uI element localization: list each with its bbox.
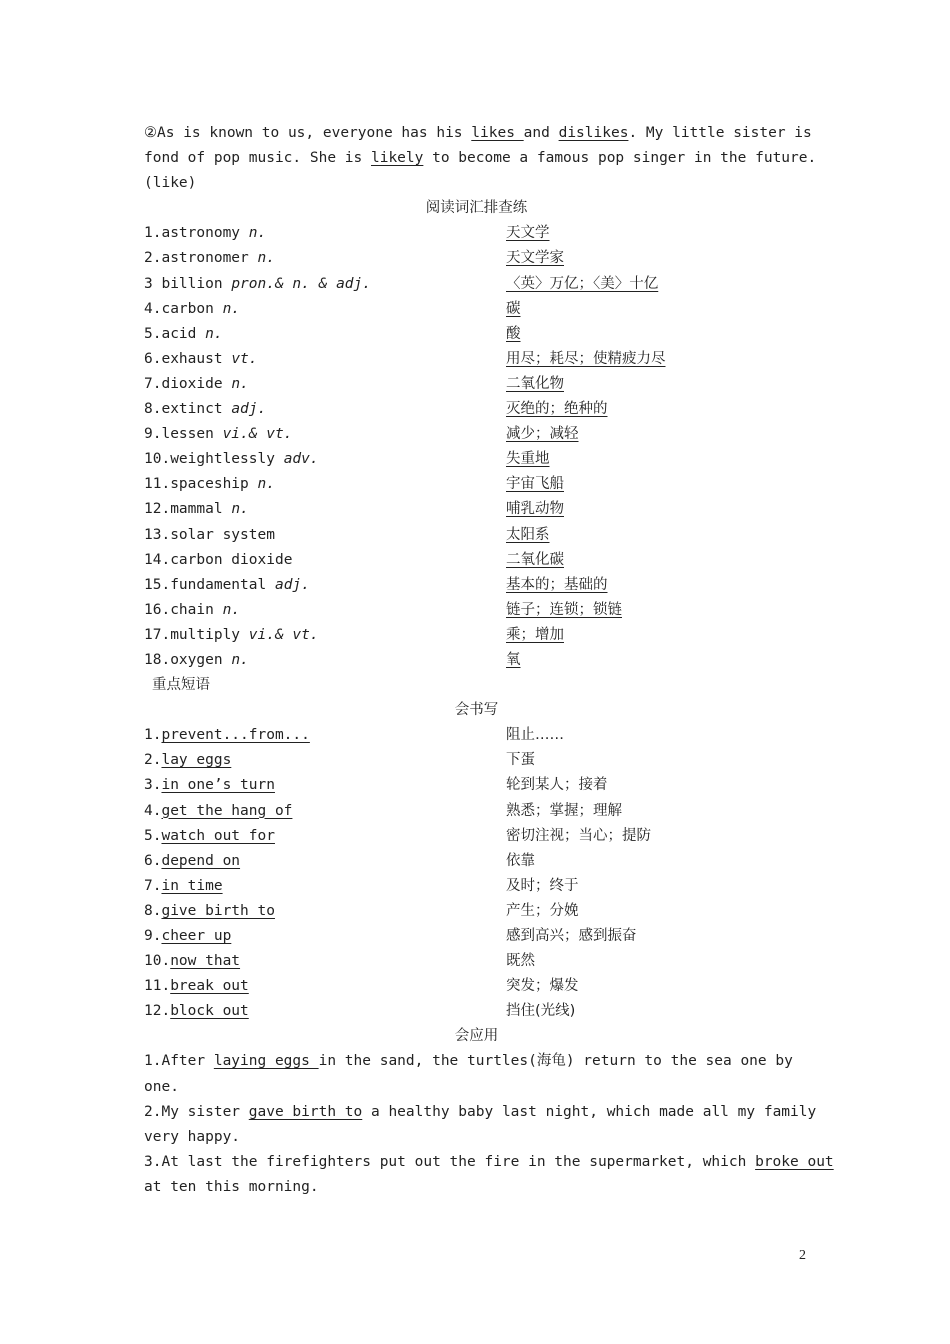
phrases-heading: 重点短语 <box>152 677 210 694</box>
vocab-number: 5. <box>144 325 162 342</box>
vocab-number: 6. <box>144 350 162 367</box>
intro-line-2: fond of pop music. She is likely to become a famous pop singer in the future. <box>144 150 817 167</box>
answer-likely: likely <box>370 150 424 167</box>
vocab-meaning: 二氧化物 <box>506 375 564 392</box>
vocab-row <box>144 272 809 297</box>
phrase-row <box>144 824 809 849</box>
phrase-number: 11. <box>144 978 171 995</box>
vocab-meaning: 天文学 <box>506 225 550 242</box>
vocab-pos: vi.& vt. <box>248 626 319 643</box>
vocab-row <box>144 397 809 422</box>
phrase-row <box>144 748 809 773</box>
phrase-number: 7. <box>144 877 162 894</box>
phrase-number: 6. <box>144 852 162 869</box>
phrase-number: 9. <box>144 928 162 944</box>
vocab-word: carbon dioxide <box>170 551 293 568</box>
vocab-word: dioxide <box>161 375 232 392</box>
vocab-pos: vi.& vt. <box>222 426 293 443</box>
vocab-number: 1. <box>144 225 162 242</box>
vocab-pos: adj. <box>231 401 267 418</box>
phrase-meaning: 产生；分娩 <box>506 902 579 919</box>
vocab-pos: adj. <box>274 576 310 593</box>
vocab-meaning: 用尽；耗尽；使精疲力尽 <box>506 350 666 367</box>
phrase-meaning: 轮到某人；接着 <box>506 777 608 794</box>
vocab-pos: n. <box>222 300 241 317</box>
vocab-meaning: 减少；减轻 <box>506 426 579 443</box>
phrase-list <box>144 723 809 1024</box>
vocab-meaning: 〈英〉万亿；〈美〉十亿 <box>506 275 659 292</box>
phrase-number: 5. <box>144 827 162 844</box>
vocab-row <box>144 246 809 271</box>
vocab-row <box>144 372 809 397</box>
vocab-meaning: 乘；增加 <box>506 626 564 643</box>
document-page <box>144 121 834 1200</box>
reading-vocab-title: 阅读词汇排查练 <box>425 200 528 217</box>
phrase-row <box>144 799 809 824</box>
vocab-pos: adv. <box>283 451 319 468</box>
vocab-pos: n. <box>231 651 249 668</box>
vocab-word: multiply <box>170 626 249 643</box>
phrase-row <box>144 849 809 874</box>
vocab-row <box>144 297 809 322</box>
phrase-text: in time <box>161 877 223 894</box>
vocab-list <box>144 221 809 673</box>
phrase-row <box>144 874 809 899</box>
vocab-row <box>144 523 809 548</box>
vocab-word: solar system <box>170 526 275 543</box>
vocab-word: lessen <box>161 426 223 443</box>
phrase-meaning: 突发；爆发 <box>506 978 579 995</box>
vocab-pos: n. <box>222 601 241 618</box>
vocab-meaning: 基本的；基础的 <box>506 576 608 593</box>
apply-sentence-1: 1.After laying eggs in the sand, the turtles(海龟) return to the sea one by <box>144 1053 793 1070</box>
answer-broke-out: broke out <box>755 1153 834 1170</box>
phrase-text: prevent...from... <box>161 727 310 744</box>
vocab-number: 7. <box>144 375 162 392</box>
phrase-row <box>144 949 809 974</box>
phrase-meaning: 阻止…… <box>506 727 564 744</box>
vocab-pos: n. <box>231 375 249 392</box>
vocab-row <box>144 548 809 573</box>
vocab-meaning: 酸 <box>506 325 521 342</box>
phrase-number: 2. <box>144 752 162 769</box>
apply-sentence-3-cont: at ten this morning. <box>144 1178 319 1195</box>
vocab-pos: n. <box>248 225 267 242</box>
vocab-word: carbon <box>161 300 223 317</box>
vocab-number: 12. <box>144 501 171 518</box>
apply-sentence-2-cont: very happy. <box>144 1128 241 1145</box>
vocab-meaning: 宇宙飞船 <box>506 476 564 493</box>
vocab-number: 13. <box>144 526 171 543</box>
phrase-number: 10. <box>144 953 171 970</box>
intro-line-1: ②As is known to us, everyone has his likes and dislikes. My little sister is <box>144 125 812 141</box>
vocab-meaning: 链子；连锁；锁链 <box>506 601 622 618</box>
vocab-pos: n. <box>205 325 223 342</box>
vocab-row <box>144 648 809 673</box>
phrase-number: 4. <box>144 802 162 819</box>
phrase-text: in one’s turn <box>161 777 275 794</box>
vocab-meaning: 氧 <box>506 651 521 668</box>
vocab-number: 9. <box>144 426 162 443</box>
vocab-row <box>144 322 809 347</box>
phrase-row <box>144 899 809 924</box>
vocab-word: mammal <box>170 501 232 518</box>
vocab-word: astronomy <box>161 225 249 242</box>
vocab-row <box>144 623 809 648</box>
vocab-meaning: 碳 <box>506 300 521 317</box>
answer-gave-birth-to: gave birth to <box>248 1103 363 1120</box>
phrase-row <box>144 773 809 798</box>
vocab-row <box>144 573 809 598</box>
vocab-pos: n. <box>231 501 249 518</box>
vocab-meaning: 失重地 <box>506 451 550 468</box>
phrase-text: break out <box>170 978 249 995</box>
vocab-meaning: 二氧化碳 <box>506 551 564 568</box>
phrase-meaning: 及时；终于 <box>506 877 579 894</box>
phrase-meaning: 密切注视；当心；提防 <box>506 827 651 844</box>
phrase-meaning: 既然 <box>506 953 535 970</box>
vocab-row <box>144 422 809 447</box>
phrase-text: now that <box>170 953 241 970</box>
vocab-meaning: 天文学家 <box>506 250 564 267</box>
phrase-meaning: 感到高兴；感到振奋 <box>506 928 637 944</box>
vocab-word: weightlessly <box>170 451 284 468</box>
vocab-word: extinct <box>161 401 232 418</box>
vocab-word: chain <box>170 601 223 618</box>
phrase-row <box>144 974 809 999</box>
vocab-row <box>144 221 809 246</box>
phrase-meaning: 挡住(光线) <box>506 1003 576 1020</box>
phrase-text: watch out for <box>161 827 275 844</box>
vocab-number: 14. <box>144 551 171 568</box>
phrase-meaning: 依靠 <box>506 852 535 869</box>
vocab-meaning: 太阳系 <box>506 526 550 543</box>
apply-sentence-1-cont: one. <box>144 1078 179 1095</box>
phrase-meaning: 熟悉；掌握；理解 <box>506 802 622 819</box>
phrase-text: give birth to <box>161 902 275 919</box>
phrase-row <box>144 924 809 949</box>
vocab-number: 17. <box>144 626 171 643</box>
write-title: 会书写 <box>454 702 499 719</box>
phrase-number: 12. <box>144 1003 171 1020</box>
page-number: 2 <box>799 1248 806 1263</box>
vocab-number: 3 <box>144 275 162 292</box>
vocab-row <box>144 347 809 372</box>
apply-sentence-2: 2.My sister gave birth to a healthy baby last night, which made all my family <box>144 1103 817 1120</box>
vocab-word: acid <box>161 325 206 342</box>
apply-sentence-3: 3.At last the firefighters put out the fire in the supermarket, which broke out <box>144 1153 834 1170</box>
vocab-number: 16. <box>144 601 171 618</box>
vocab-pos: n. <box>257 476 275 493</box>
answer-laying-eggs: laying eggs <box>213 1053 319 1070</box>
vocab-word: spaceship <box>170 476 258 493</box>
phrase-row <box>144 999 809 1024</box>
vocab-number: 15. <box>144 576 171 593</box>
phrase-text: get the hang of <box>161 802 293 819</box>
vocab-meaning: 哺乳动物 <box>506 501 564 518</box>
apply-title: 会应用 <box>454 1028 499 1045</box>
intro-line-3: (like) <box>144 175 197 192</box>
vocab-number: 4. <box>144 300 162 317</box>
vocab-pos: n. <box>257 250 275 267</box>
phrase-text: cheer up <box>161 928 232 944</box>
vocab-number: 18. <box>144 651 171 668</box>
vocab-number: 11. <box>144 476 171 493</box>
vocab-number: 10. <box>144 451 171 468</box>
phrase-meaning: 下蛋 <box>506 752 535 769</box>
vocab-word: oxygen <box>170 651 232 668</box>
vocab-number: 2. <box>144 250 162 267</box>
answer-likes: likes <box>471 125 524 141</box>
phrase-text: depend on <box>161 852 241 869</box>
vocab-number: 8. <box>144 401 162 418</box>
vocab-row <box>144 472 809 497</box>
vocab-meaning: 灭绝的；绝种的 <box>506 401 608 418</box>
vocab-word: billion <box>161 275 232 292</box>
vocab-row <box>144 598 809 623</box>
phrase-text: lay eggs <box>161 752 232 769</box>
vocab-pos: pron.& n. & adj. <box>231 275 371 292</box>
vocab-pos: vt. <box>231 350 258 367</box>
phrase-number: 1. <box>144 727 162 744</box>
vocab-row <box>144 447 809 472</box>
vocab-row <box>144 497 809 522</box>
phrase-number: 8. <box>144 902 162 919</box>
answer-dislikes: dislikes <box>558 125 629 141</box>
vocab-word: fundamental <box>170 576 275 593</box>
vocab-word: astronomer <box>161 250 258 267</box>
phrase-text: block out <box>170 1003 249 1020</box>
phrase-number: 3. <box>144 777 162 794</box>
vocab-word: exhaust <box>161 350 232 367</box>
phrase-row <box>144 723 809 748</box>
